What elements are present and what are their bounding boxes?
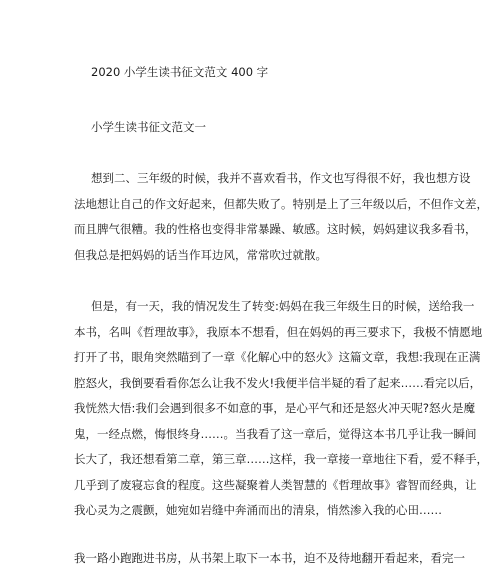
document-subtitle: 小学生读书征文范文一 — [91, 120, 206, 134]
paragraph-line: 而且脾气很糟。我的性格也变得非常暴躁、敏感。这时候，妈妈建议我多看书， — [74, 222, 477, 236]
paragraph-line: 但我总是把妈妈的话当作耳边风，常常吹过就散。 — [74, 247, 327, 262]
paragraph-line: 鬼，一经点燃，悔恨终身……。当我看了这一章后，觉得这本书几乎让我一瞬间 — [74, 426, 477, 441]
paragraph-line: 打开了书，眼角突然瞄到了一章《化解心中的怒火》这篇文章，我想:我现在正满 — [74, 350, 481, 364]
paragraph-line: 我恍然大悟:我们会遇到很多不如意的事，是心平气和还是怒火冲天呢?怒火是魔 — [74, 401, 475, 415]
paragraph-line: 长大了，我还想看第二章，第三章……这样，我一章接一章地往下看，爱不释手， — [74, 452, 488, 466]
paragraph-line: 本书，名叫《哲理故事》，我原本不想看，但在妈妈的再三要求下，我极不情愿地 — [74, 324, 483, 339]
paragraph-2 — [74, 298, 488, 528]
partial-line-bottom: 我一路小跑跑进书房，从书架上取下一本书，迫不及待地翻开看起来，看完一 — [74, 551, 465, 565]
paragraph-line: 几乎到了废寝忘食的程度。这些凝聚着人类智慧的《哲理故事》睿智而经典，让 — [74, 477, 477, 492]
paragraph-1 — [74, 170, 488, 272]
paragraph-line: 腔怒火，我倒要看看你怎么让我不发火!我便半信半疑的看了起来……看完以后， — [74, 375, 482, 390]
paragraph-line: 我心灵为之震颤，她宛如岩缝中奔涌而出的清泉，悄然渗入我的心田…… — [74, 503, 442, 517]
paragraph-line: 法地想让自己的作文好起来，但都失败了。特别是上了三年级以后，不但作文差， — [74, 196, 488, 211]
paragraph-line: 想到二、三年级的时候，我并不喜欢看书，作文也写得很不好，我也想方设 — [91, 171, 471, 185]
paragraph-line: 但是，有一天，我的情况发生了转变:妈妈在我三年级生日的时候，送给我一 — [91, 299, 475, 313]
document-title: 2020 小学生读书征文范文 400 字 — [91, 65, 269, 79]
